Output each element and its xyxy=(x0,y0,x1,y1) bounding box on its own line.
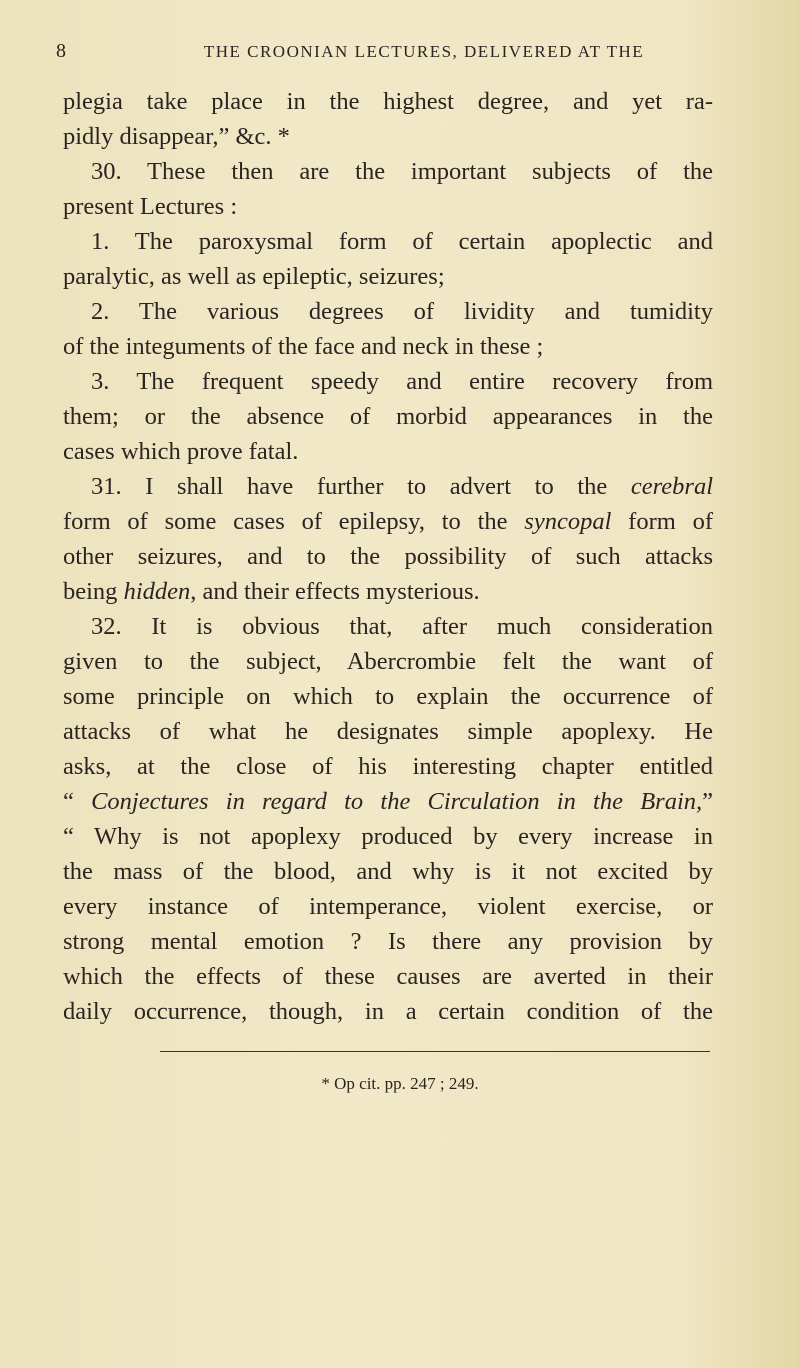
paragraph-31-line: other seizures, and to the possibility of such attacks xyxy=(63,543,713,570)
paragraph-32-line: strong mental emotion ? Is there any provision by xyxy=(63,928,713,955)
text-line: 2. The various degrees of lividity and tumidity xyxy=(91,298,713,325)
running-title: THE CROONIAN LECTURES, DELIVERED AT THE xyxy=(203,42,645,61)
text-line: 3. The frequent speedy and entire recovery from xyxy=(91,368,713,395)
footnote: * Op cit. pp. 247 ; 249. xyxy=(321,1074,479,1093)
paragraph-32-line: asks, at the close of his interesting chapter entitled xyxy=(63,753,713,780)
text-line: them; or the absence of morbid appearances in the xyxy=(63,403,713,430)
text-run: form of xyxy=(611,508,713,535)
paragraph-32-line: daily occurrence, though, in a certain condition of the xyxy=(63,998,713,1025)
text-line: plegia take place in the highest degree, and yet ra- xyxy=(63,88,713,115)
text-run: , and their effects mysterious. xyxy=(190,578,480,605)
text-line: 30. These then are the important subjects of the xyxy=(91,158,713,185)
body-text xyxy=(63,84,713,1029)
italic-run: syncopal xyxy=(524,508,612,535)
text-run: form of some cases of epilepsy, to the xyxy=(63,508,525,535)
italic-run: cerebral xyxy=(630,473,713,500)
paragraph-32-line: given to the subject, Abercrombie felt the want of xyxy=(63,648,713,675)
text-run: being xyxy=(63,578,124,605)
italic-run: hidden xyxy=(123,578,191,605)
paragraph-32-line: the mass of the blood, and why is it not excited by xyxy=(63,858,713,885)
text-line: 1. The paroxysmal form of certain apoplectic and xyxy=(91,228,713,255)
paragraph-32-line: attacks of what he designates simple apoplexy. He xyxy=(63,718,713,745)
paragraph-32-line: 32. It is obvious that, after much consideration xyxy=(91,613,713,640)
page-number: 8 xyxy=(56,40,68,62)
running-header xyxy=(56,40,756,63)
text-line: pidly disappear,” &c. * xyxy=(63,123,290,150)
text-run: 31. I shall have further to advert to the xyxy=(91,473,631,500)
paragraph-32-line: every instance of intemperance, violent exercise, or xyxy=(63,893,713,920)
text-run: “ xyxy=(63,788,92,815)
paragraph-32-line xyxy=(63,784,713,819)
paragraph-32-line: “ Why is not apoplexy produced by every increase in xyxy=(63,823,713,850)
footnote-divider xyxy=(160,1051,710,1052)
text-line: cases which prove fatal. xyxy=(63,438,299,465)
paragraph-31-line xyxy=(63,574,713,609)
paragraph-32-line: which the effects of these causes are averted in their xyxy=(63,963,713,990)
text-line: present Lectures : xyxy=(63,193,238,220)
paragraph-32-line: some principle on which to explain the occurrence of xyxy=(63,683,713,710)
text-line: paralytic, as well as epileptic, seizures; xyxy=(63,263,445,290)
text-run: ” xyxy=(702,788,714,815)
paragraph-31-line xyxy=(63,469,713,504)
paragraph-31-line xyxy=(63,504,713,539)
text-line: of the integuments of the face and neck in these ; xyxy=(63,333,544,360)
italic-run: Conjectures in regard to the Circulation in the Brain, xyxy=(91,788,703,815)
